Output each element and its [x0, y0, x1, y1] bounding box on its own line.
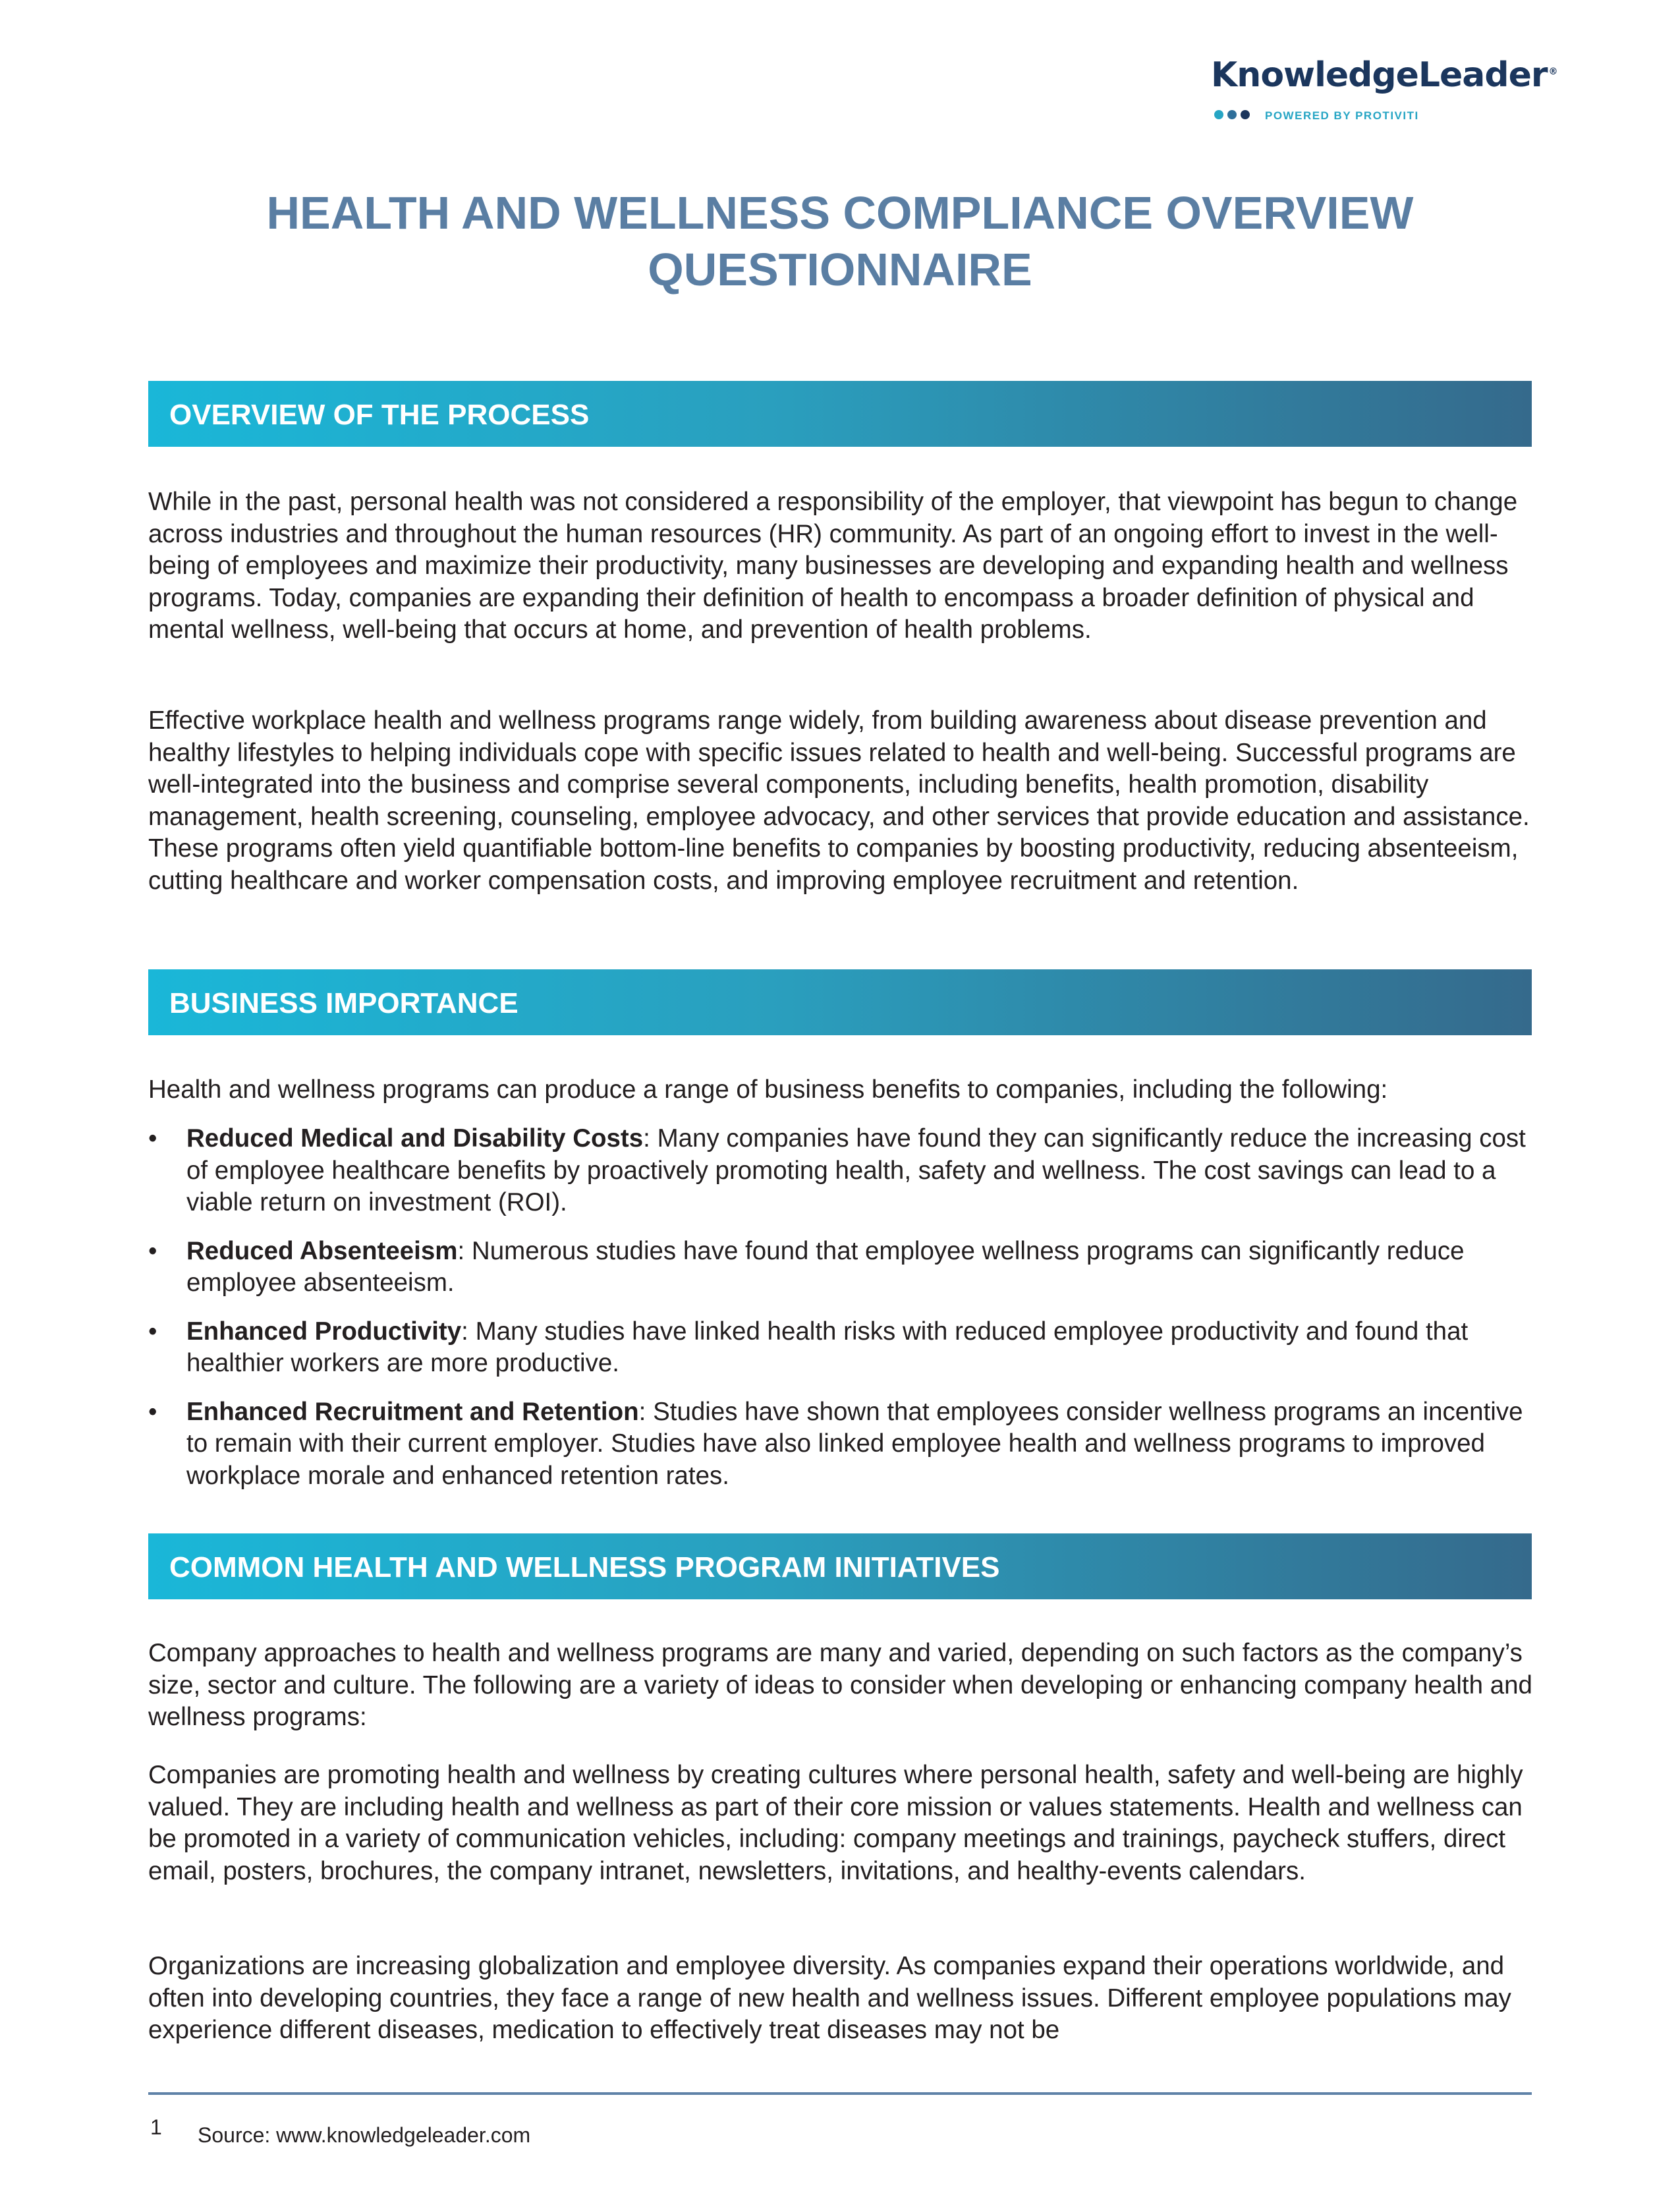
logo-tagline: POWERED BY PROTIVITI — [1265, 109, 1419, 122]
section-banner-initiatives — [148, 1533, 1532, 1599]
bullet-term: Enhanced Recruitment and Retention — [186, 1397, 639, 1426]
bullet-term: Reduced Absenteeism — [186, 1236, 458, 1265]
document-title-line-1: HEALTH AND WELLNESS COMPLIANCE OVERVIEW — [266, 187, 1414, 239]
section-heading-overview: OVERVIEW OF THE PROCESS — [169, 399, 590, 431]
logo-wordmark — [1211, 55, 1557, 95]
knowledgeleader-logo — [1211, 55, 1557, 128]
bullet-term: Enhanced Productivity — [186, 1317, 462, 1346]
document-title — [148, 185, 1532, 298]
initiatives-paragraph-1: Company approaches to health and wellness programs are many and varied, depending on such factors as the company’s size, sector and culture. The following are a variety of ideas to consider when developing or enhancing company health and wellness programs: — [148, 1639, 1532, 1731]
footer-divider — [148, 2092, 1532, 2095]
bullet-text: : Numerous studies have found that employee wellness programs can significantly reduce employee absenteeism. — [186, 1236, 1465, 1297]
list-item — [148, 1316, 1538, 1380]
footer-source: Source: www.knowledgeleader.com — [198, 2123, 531, 2147]
list-item — [148, 1123, 1538, 1219]
logo-dots-icon — [1214, 109, 1250, 120]
section-banner-overview — [148, 381, 1532, 447]
overview-paragraph-2: Effective workplace health and wellness programs range widely, from building awareness about disease prevention and healthy lifestyles to helping individuals cope with specific issues related to health and well-being. Successful programs are well-integrated into the business and comprise several components, including benefits, health promotion, disability management, health screening, counseling, employee advocacy, and other services that provide education and assistance. These programs often yield quantifiable bottom-line benefits to companies by boosting productivity, reducing absenteeism, cutting healthcare and worker compensation costs, and improving employee recruitment and retention. — [148, 706, 1530, 895]
list-item — [148, 1236, 1538, 1299]
bullet-text: : Many companies have found they can significantly reduce the increasing cost of employee healthcare benefits by proactively promoting health, safety and wellness. The cost savings can lead to a viable return on investment (ROI). — [186, 1124, 1526, 1216]
benefits-list — [148, 1123, 1538, 1508]
overview-paragraph-1: While in the past, personal health was not considered a responsibility of the employer, that viewpoint has begun to change across industries and throughout the human resources (HR) community. As part of an ongoing effort to invest in the well-being of employees and maximize their productivity, many businesses are developing and expanding health and wellness programs. Today, companies are expanding their definition of health to encompass a broader definition of physical and mental wellness, well-being that occurs at home, and prevention of health problems. — [148, 488, 1518, 644]
page-number: 1 — [150, 2115, 162, 2139]
bullet-icon: • — [148, 1236, 157, 1265]
section-banner-business-importance — [148, 969, 1532, 1035]
initiatives-paragraph-2: Companies are promoting health and wellness by creating cultures where personal health, safety and well-being are highly valued. They are including health and wellness as part of their core mission or values statements. Health and wellness can be promoted in a variety of communication vehicles, including: company meetings and trainings, paycheck stuffers, direct email, posters, brochures, the company intranet, newsletters, invitations, and healthy-events calendars. — [148, 1761, 1523, 1885]
document-title-line-2: QUESTIONNAIRE — [648, 244, 1032, 295]
bullet-term: Reduced Medical and Disability Costs — [186, 1124, 644, 1153]
list-item — [148, 1396, 1538, 1493]
section-heading-business-importance: BUSINESS IMPORTANCE — [169, 987, 518, 1019]
section-heading-initiatives: COMMON HEALTH AND WELLNESS PROGRAM INITIATIVES — [169, 1551, 1000, 1584]
bullet-text: : Many studies have linked health risks with reduced employee productivity and found that healthier workers are more productive. — [186, 1317, 1469, 1377]
business-importance-intro: Health and wellness programs can produce a range of business benefits to companies, including the following: — [148, 1075, 1388, 1104]
initiatives-paragraph-3: Organizations are increasing globalization and employee diversity. As companies expand their operations worldwide, and often into developing countries, they face a range of new health and wellness issues. Different employee populations may experience different diseases, medication to effectively treat diseases may not be — [148, 1952, 1511, 2044]
bullet-icon: • — [148, 1124, 157, 1153]
bullet-icon: • — [148, 1397, 157, 1426]
bullet-icon: • — [148, 1317, 157, 1346]
bullet-text: : Studies have shown that employees consider wellness programs an incentive to remain with their current employer. Studies have also linked employee health and wellness programs to improved workplace morale and enhanced retention rates. — [186, 1397, 1523, 1490]
logo-name: KnowledgeLeader — [1211, 55, 1548, 95]
registered-mark: ® — [1548, 66, 1557, 77]
